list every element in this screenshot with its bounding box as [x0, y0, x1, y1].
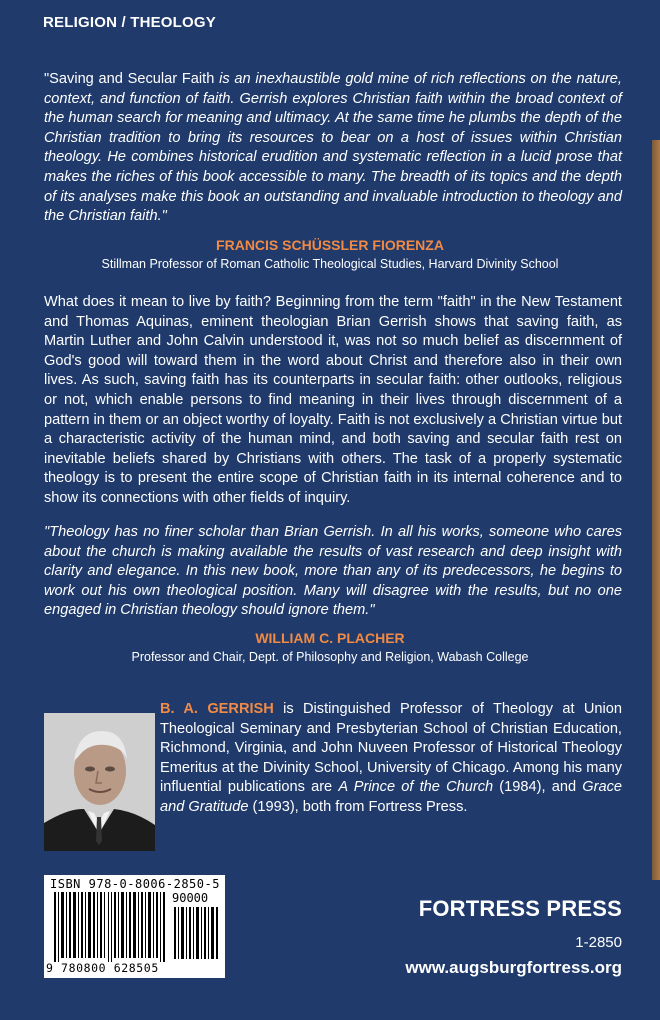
- category-label: RELIGION / THEOLOGY: [43, 14, 216, 31]
- bio-book-2: Grace and Gratitude: [160, 779, 622, 815]
- stock-number: 1-2850: [575, 934, 622, 951]
- book-title-in-quote: "Saving and Secular Faith: [44, 71, 215, 87]
- author-block: [44, 700, 622, 855]
- ean-number: 9 780800 628505: [46, 961, 159, 975]
- author-bio: [160, 700, 622, 818]
- bio-book-1: A Prince of the Church: [338, 779, 494, 796]
- quote-2-author-title: Professor and Chair, Dept. of Philosophy and Religion, Wabash College: [131, 650, 529, 664]
- price-barcode-icon: [174, 907, 220, 959]
- author-name: B. A. GERRISH: [160, 701, 274, 717]
- author-photo: [44, 713, 155, 851]
- quote-1-text: is an inexhaustible gold mine of rich reflections on the nature, context, and function of faith. Gerrish explores Christian faith within the broad context of the human search for meaning and ultimacy. At the same time he plumbs the depth of the Christian tradition to bring its resources to bear on a host of issues within Christian theology. He combines historical erudition and systematic reflection in a lucid prose that makes the riches of this book accessible to many. The breadth of its topics and the depth of its analyses make this book an outstanding and invaluable introduction to theology and the Christian faith.": [44, 71, 622, 225]
- bio-text-3: (1993), both from Fortress Press.: [248, 798, 468, 815]
- ean-barcode-icon: [54, 892, 166, 962]
- quote-1-author-title: Stillman Professor of Roman Catholic Theological Studies, Harvard Divinity School: [101, 257, 559, 271]
- endorsement-quote-1: [44, 70, 622, 227]
- publisher-website: www.augsburgfortress.org: [405, 958, 622, 977]
- publisher-name: FORTRESS PRESS: [418, 896, 622, 921]
- book-description: What does it mean to live by faith? Beginning from the term "faith" in the New Testament and Thomas Aquinas, eminent theologian Brian Gerrish shows that saving faith, as Martin Luther and John Calvin understood it, was not so much belief as discernment of God's good will toward them in the word about Christ and therefore also in their own lives. As such, saving faith has its counterparts in secular faith: other outlooks, religious or not, which enable persons to find meaning in their lives through discernment of a pattern in them or an object worthy of loyalty. Faith is not exclusively a Christian virtue but a characteristic activity of the human mind, and both saving and secular faith rest on inevitable beliefs shared by Christians with others. The task of a properly systematic theology is to present the entire scope of Christian faith in its internal coherence and to show its connections with other fields of inquiry.: [44, 294, 622, 506]
- endorsement-quote-2: "Theology has no finer scholar than Brian Gerrish. In all his works, someone who cares about the church is making available the results of vast research and deep insight with clarity and elegance. In this new book, more than any of its predecessors, he begins to work out his own theological position. Many will disagree with the results, but no one engaged in Christian theology should ignore them.": [44, 524, 622, 619]
- bio-text-2: (1984), and: [493, 779, 583, 796]
- isbn-text: ISBN 978-0-8006-2850-5: [50, 877, 220, 891]
- quote-2-author: WILLIAM C. PLACHER: [255, 630, 405, 646]
- price-code: 90000: [172, 891, 209, 905]
- barcode: [44, 875, 225, 978]
- author-portrait-icon: [44, 713, 155, 851]
- quote-1-author: FRANCIS SCHÜSSLER FIORENZA: [216, 237, 444, 253]
- bio-text-1: is Distinguished Professor of Theology at Union Theological Seminary and Presbyterian School of Christian Education, Richmond, Virginia, and John Nuveen Professor of Historical Theology Emeritus at the Divinity School, University of Chicago. Among his many influential publications are: [160, 701, 622, 796]
